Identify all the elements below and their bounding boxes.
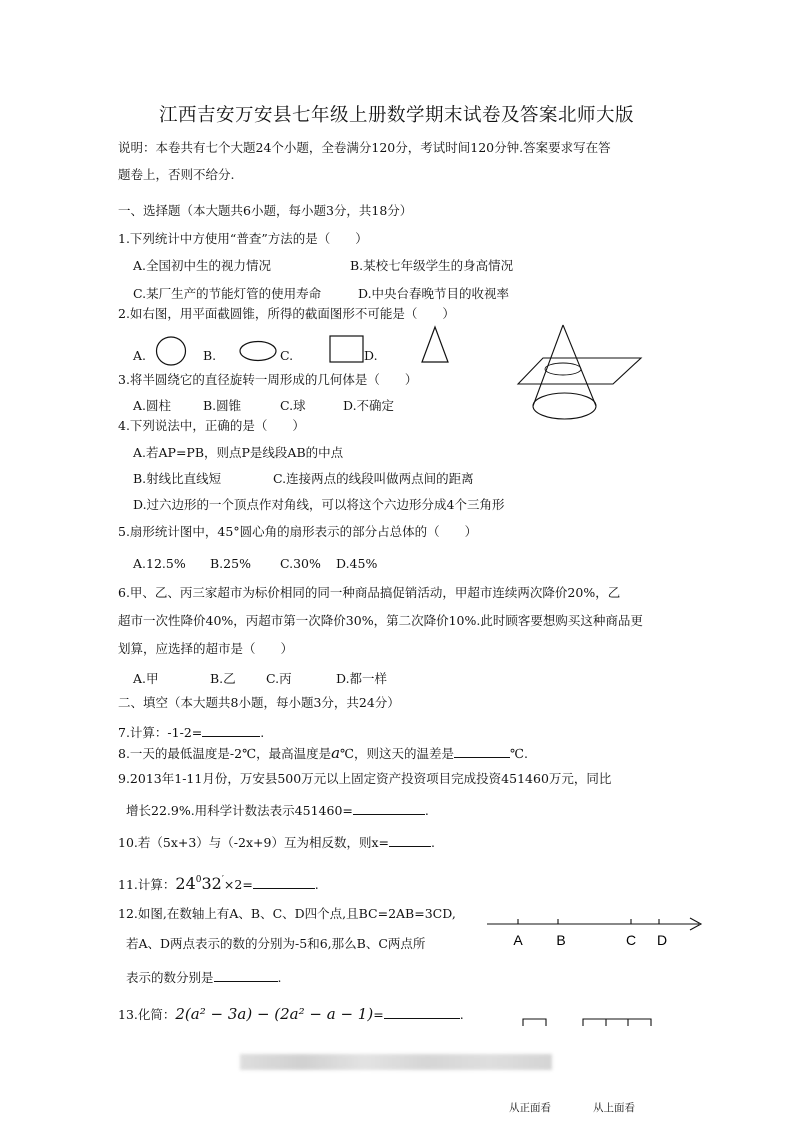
q6-option-a: A.甲 bbox=[133, 671, 159, 686]
q9-text: 增长22.9%.用科学计数法表示451460= bbox=[126, 803, 353, 818]
q11-answer-blank[interactable] bbox=[253, 876, 315, 889]
q13-answer-blank[interactable] bbox=[384, 1006, 460, 1019]
q9-period: . bbox=[424, 803, 429, 818]
q2-option-b: B. bbox=[203, 348, 217, 363]
q1-option-a: A.全国初中生的视力情况 bbox=[133, 258, 272, 273]
exam-title: 江西吉安万安县七年级上册数学期末试卷及答案北师大版 bbox=[158, 105, 634, 126]
q12-period: . bbox=[277, 970, 282, 985]
number-line-figure bbox=[485, 912, 710, 952]
q11-times: ×2= bbox=[223, 877, 253, 892]
q13-period: . bbox=[459, 1007, 464, 1022]
q1-option-d: D.中央台春晚节目的收视率 bbox=[358, 286, 510, 301]
front-view-label: 从正面看 bbox=[509, 1102, 551, 1114]
q8 bbox=[118, 745, 528, 762]
q6-line-2: 超市一次性降价40%，丙超市第一次降价30%，第二次降价10%.此时顾客要想购买这种商品更 bbox=[118, 613, 643, 628]
q7-answer-blank[interactable] bbox=[202, 724, 260, 737]
point-label-a: A bbox=[513, 932, 523, 948]
q2-option-c: C. bbox=[280, 348, 294, 363]
q2-option-a: A. bbox=[133, 348, 147, 363]
blurred-watermark bbox=[240, 1054, 552, 1070]
q3-option-c: C.球 bbox=[280, 398, 306, 413]
q13-equals: = bbox=[373, 1007, 384, 1022]
q5-option-c: C.30% bbox=[280, 556, 321, 571]
top-view-label: 从上面看 bbox=[593, 1102, 635, 1114]
q11 bbox=[118, 870, 319, 895]
q4-option-d: D.过六边形的一个顶点作对角线，可以将这个六边形分成4个三角形 bbox=[133, 497, 505, 512]
q11-degrees: 24 bbox=[175, 874, 196, 893]
q10 bbox=[118, 834, 435, 851]
q10-text: 10.若（5x+3）与（-2x+9）互为相反数，则x= bbox=[118, 835, 389, 850]
ellipse-shape-icon bbox=[238, 340, 280, 364]
q1-option-b: B.某校七年级学生的身高情况 bbox=[350, 258, 514, 273]
q12-text: 表示的数分别是 bbox=[126, 970, 214, 985]
point-label-b: B bbox=[556, 932, 566, 948]
q11-degree-mark: 0 bbox=[195, 875, 202, 885]
cone-plane-figure bbox=[515, 322, 645, 427]
q12-answer-blank[interactable] bbox=[214, 969, 278, 982]
q8-text-post: ℃. bbox=[510, 746, 528, 761]
q11-minute-mark: ′ bbox=[221, 875, 224, 885]
q9-line-1: 9.2013年1-11月份，万安县500万元以上固定资产投资项目完成投资451460万元，同比 bbox=[118, 771, 612, 786]
q10-answer-blank[interactable] bbox=[389, 834, 431, 847]
q7-period: . bbox=[260, 725, 265, 740]
q2-option-d: D. bbox=[364, 348, 378, 363]
q4-option-b: B.射线比直线短 bbox=[133, 471, 222, 486]
point-label-d: D bbox=[656, 932, 668, 948]
q3-option-b: B.圆锥 bbox=[203, 398, 242, 413]
q12-line-3 bbox=[126, 969, 282, 986]
q1-stem: 1.下列统计中方使用“普查”方法的是（ ） bbox=[118, 231, 368, 246]
q1-option-c: C.某厂生产的节能灯管的使用寿命 bbox=[133, 286, 322, 301]
q6-option-d: D.都一样 bbox=[336, 671, 388, 686]
q6-option-c: C.丙 bbox=[266, 671, 292, 686]
q13-expression: 2(a² − 3a) − (2a² − a − 1) bbox=[175, 1005, 374, 1023]
q11-minutes: 32 bbox=[201, 874, 222, 893]
q7 bbox=[118, 724, 264, 741]
q8-answer-blank[interactable] bbox=[454, 745, 510, 758]
section1-heading: 一、选择题（本大题共6小题，每小题3分，共18分） bbox=[118, 203, 413, 218]
section2-heading: 二、填空（本大题共8小题，每小题3分，共24分） bbox=[118, 695, 400, 710]
q6-line-1: 6.甲、乙、丙三家超市为标价相同的同一种商品搞促销活动，甲超市连续两次降价20%，乙 bbox=[118, 585, 621, 600]
q12-line-2: 若A、D两点表示的数的分别为-5和6,那么B、C两点所 bbox=[126, 936, 426, 951]
q5-option-d: D.45% bbox=[336, 556, 378, 571]
q11-text: 11.计算： bbox=[118, 877, 176, 892]
q10-period: . bbox=[431, 835, 435, 850]
intro-line-2: 题卷上，否则不给分. bbox=[118, 167, 235, 182]
q7-text: 7.计算：-1-2= bbox=[118, 725, 203, 740]
view-figures-partial bbox=[520, 1016, 660, 1028]
q6-line-3: 划算，应选择的超市是（ ） bbox=[118, 641, 294, 656]
triangle-shape-icon bbox=[420, 325, 452, 365]
q4-stem: 4.下列说法中，正确的是（ ） bbox=[118, 418, 305, 433]
q2-stem: 2.如右图，用平面截圆锥，所得的截面图形不可能是（ ） bbox=[118, 306, 455, 321]
q6-option-b: B.乙 bbox=[210, 671, 236, 686]
q4-option-c: C.连接两点的线段叫做两点间的距离 bbox=[273, 471, 474, 486]
q13-text: 13.化简： bbox=[118, 1007, 176, 1022]
circle-shape-icon bbox=[155, 336, 190, 367]
q13 bbox=[118, 1004, 464, 1025]
q8-text-pre: 8.一天的最低温度是-2℃，最高温度是 bbox=[118, 746, 332, 761]
q5-stem: 5.扇形统计图中，45°圆心角的扇形表示的部分占总体的（ ） bbox=[118, 524, 478, 539]
q3-option-d: D.不确定 bbox=[343, 398, 395, 413]
q4-option-a: A.若AP=PB，则点P是线段AB的中点 bbox=[133, 445, 344, 460]
q8-text-mid: ℃，则这天的温差是 bbox=[340, 746, 455, 761]
q9-line-2 bbox=[126, 802, 429, 819]
q12-line-1: 12.如图,在数轴上有A、B、C、D四个点,且BC=2AB=3CD, bbox=[118, 906, 456, 921]
rectangle-shape-icon bbox=[328, 335, 366, 365]
q5-option-a: A.12.5% bbox=[133, 556, 186, 571]
q3-option-a: A.圆柱 bbox=[133, 398, 172, 413]
intro-line-1: 说明：本卷共有七个大题24个小题，全卷满分120分，考试时间120分钟.答案要求写在答 bbox=[118, 140, 611, 155]
q9-answer-blank[interactable] bbox=[353, 802, 425, 815]
q8-variable: a bbox=[331, 744, 341, 762]
q3-stem: 3.将半圆绕它的直径旋转一周形成的几何体是（ ） bbox=[118, 372, 418, 387]
q11-period: . bbox=[314, 877, 319, 892]
point-label-c: C bbox=[625, 932, 637, 948]
q5-option-b: B.25% bbox=[210, 556, 251, 571]
